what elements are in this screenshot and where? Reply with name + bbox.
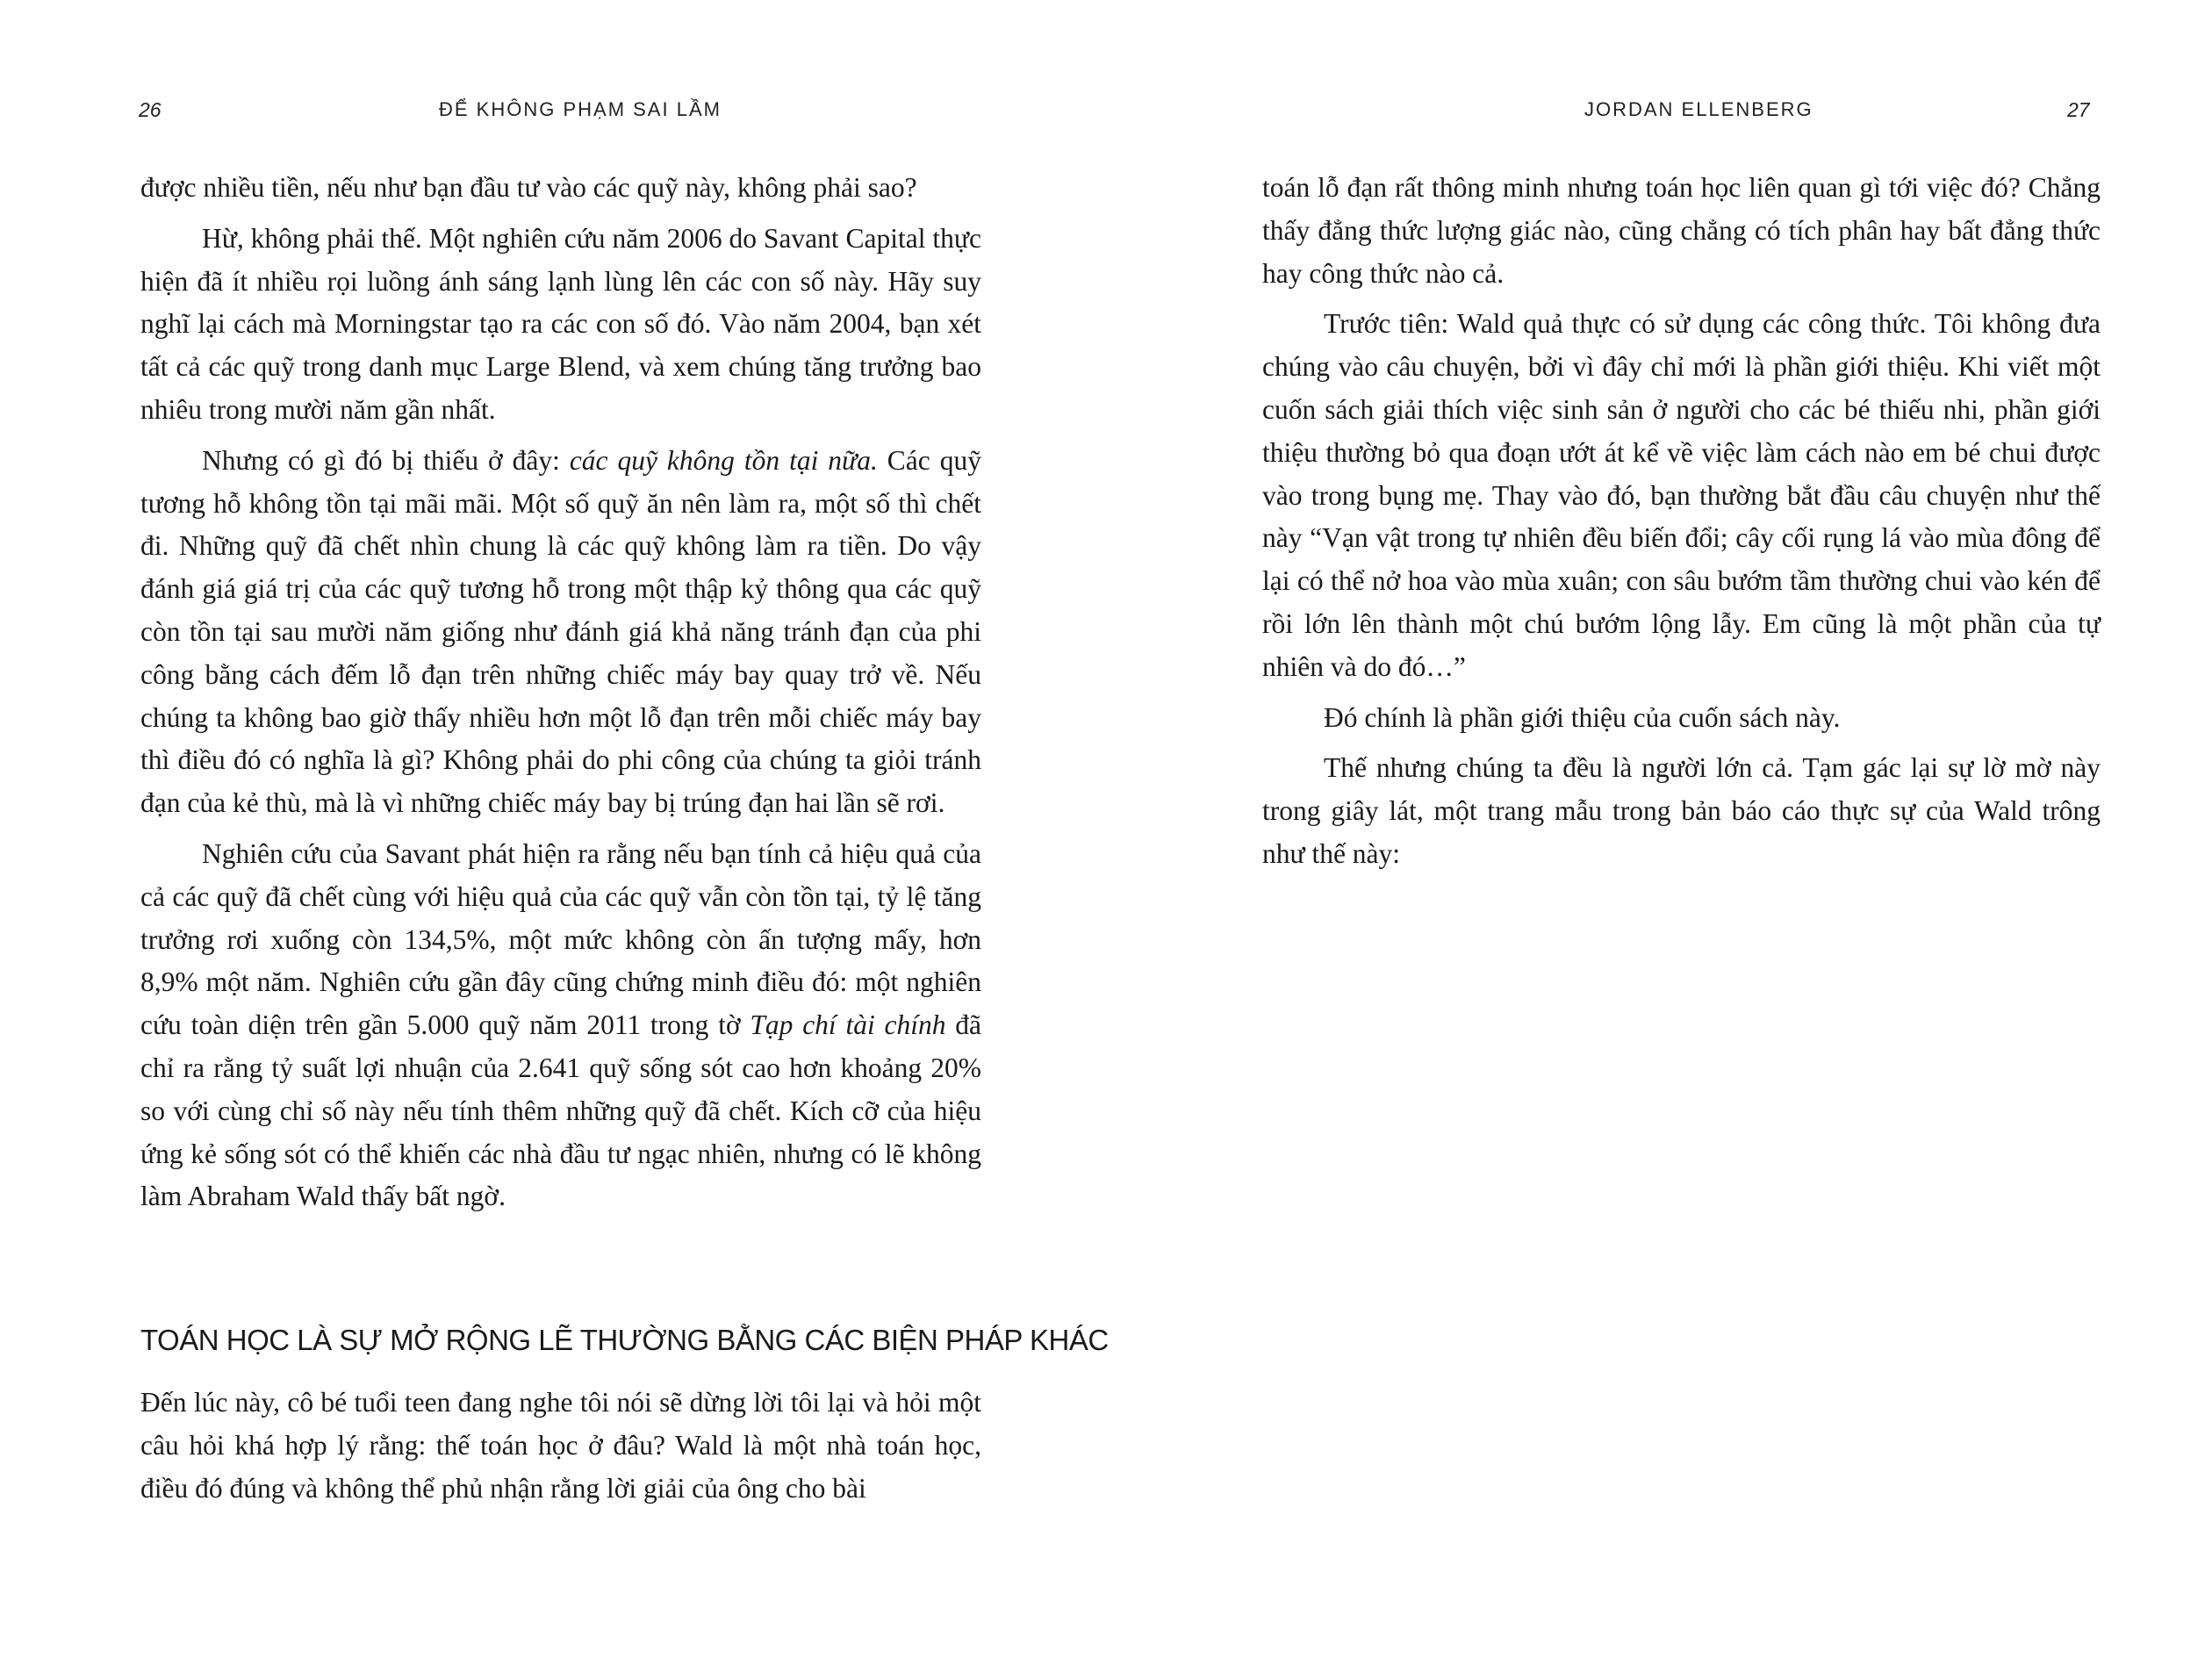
paragraph-text: Nhưng có gì đó bị thiếu ở đây:: [202, 444, 570, 476]
paragraph: Đó chính là phần giới thiệu của cuốn sách này.: [1324, 701, 1841, 733]
paragraph: [140, 440, 981, 825]
paragraph-text: Các quỹ tương hỗ không tồn tại mãi mãi. Một số quỹ ăn nên làm ra, một số thì chết đi. Những quỹ đã chết nhìn chung là các quỹ không làm ra tiền. Do vậy đánh giá giá trị của các quỹ tương hỗ trong một thập kỷ thông qua các quỹ còn tồn tại sau mười năm giống như đánh giá khả năng tránh đạn của phi công bằng cách đếm lỗ đạn trên những chiếc máy bay quay trở về. Nếu chúng ta không bao giờ thấy nhiều hơn một lỗ đạn trên mỗi chiếc máy bay thì điều đó có nghĩa là gì? Không phải do phi công của chúng ta giỏi tránh đạn của kẻ thù, mà là vì những chiếc máy bay bị trúng đạn hai lần sẽ rơi.: [140, 444, 981, 819]
paragraph-text: Nghiên cứu của Savant phát hiện ra rằng nếu bạn tính cả hiệu quả của cả các quỹ đã chết cùng với hiệu quả của các quỹ vẫn còn tồn tại, tỷ lệ tăng trưởng rơi xuống còn 134,5%, một mức không còn ấn tượng mấy, hơn 8,9% một năm. Nghiên cứu gần đây cũng chứng minh điều đó: một nghiên cứu toàn diện trên gần 5.000 quỹ năm 2011 trong tờ: [140, 837, 981, 1041]
paragraph: toán lỗ đạn rất thông minh nhưng toán học liên quan gì tới việc đó? Chẳng thấy đẳng thức lượng giác nào, cũng chẳng có tích phân hay bất đẳng thức hay công thức nào cả.: [1262, 172, 2101, 289]
running-head-left: ĐỂ KHÔNG PHẠM SAI LẦM: [439, 98, 722, 120]
paragraph: Hừ, không phải thế. Một nghiên cứu năm 2006 do Savant Capital thực hiện đã ít nhiều rọi luồng ánh sáng lạnh lùng lên các con số này. Hãy suy nghĩ lại cách mà Morningstar tạo ra các con số đó. Vào năm 2004, bạn xét tất cả các quỹ trong danh mục Large Blend, và xem chúng tăng trưởng bao nhiêu trong mười năm gần nhất.: [140, 222, 981, 425]
section-heading: TOÁN HỌC LÀ SỰ MỞ RỘNG LẼ THƯỜNG BẰNG CÁC BIỆN PHÁP KHÁC: [140, 1324, 1109, 1356]
right-body-text: [1262, 167, 2101, 884]
section-body-text: [140, 1382, 981, 1518]
paragraph: Thế nhưng chúng ta đều là người lớn cả. Tạm gác lại sự lờ mờ này trong giây lát, một trang mẫu trong bản báo cáo thực sự của Wald trông như thế này:: [1262, 752, 2101, 869]
journal-title: Tạp chí tài chính: [750, 1009, 946, 1041]
running-head-right: JORDAN ELLENBERG: [1584, 98, 1813, 120]
paragraph-text: đã chỉ ra rằng tỷ suất lợi nhuận của 2.641 quỹ sống sót cao hơn khoảng 20% so với cùng chỉ số này nếu tính thêm những quỹ đã chết. Kích cỡ của hiệu ứng kẻ sống sót có thể khiến các nhà đầu tư ngạc nhiên, nhưng có lẽ không làm Abraham Wald thấy bất ngờ.: [140, 1009, 981, 1212]
left-body-text: [140, 167, 981, 1226]
right-page: [1106, 0, 2212, 1659]
page-number-right: 27: [2067, 98, 2090, 121]
paragraph: Đến lúc này, cô bé tuổi teen đang nghe tôi nói sẽ dừng lời tôi lại và hỏi một câu hỏi khá hợp lý rằng: thế toán học ở đâu? Wald là một nhà toán học, điều đó đúng và không thể phủ nhận rằng lời giải của ông cho bài: [140, 1387, 981, 1504]
paragraph: [140, 833, 981, 1218]
italic-phrase: các quỹ không tồn tại nữa.: [569, 444, 878, 476]
page-number-left: 26: [139, 98, 162, 121]
paragraph: Trước tiên: Wald quả thực có sử dụng các công thức. Tôi không đưa chúng vào câu chuyện, bởi vì đây chỉ mới là phần giới thiệu. Khi viết một cuốn sách giải thích việc sinh sản ở người cho các bé thiếu nhi, phần giới thiệu thường bỏ qua đoạn ướt át kể về việc làm cách nào em bé chui được vào trong bụng mẹ. Thay vào đó, bạn thường bắt đầu câu chuyện như thế này “Vạn vật trong tự nhiên đều biến đổi; cây cối rụng lá vào mùa đông để lại có thể nở hoa vào mùa xuân; con sâu bướm tầm thường chui vào kén để rồi lớn lên thành một chú bướm lộng lẫy. Em cũng là một phần của tự nhiên và do đó…”: [1262, 308, 2101, 682]
paragraph: được nhiều tiền, nếu như bạn đầu tư vào các quỹ này, không phải sao?: [140, 172, 917, 203]
